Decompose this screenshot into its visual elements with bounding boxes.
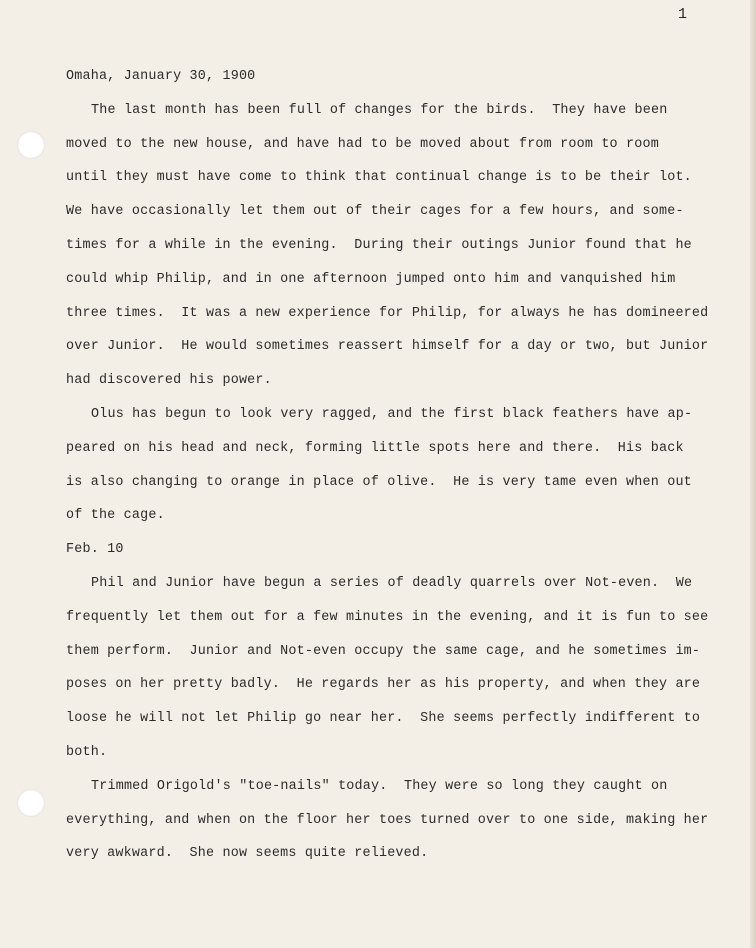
text-line: everything, and when on the floor her toes turned over to one side, making her: [66, 812, 709, 828]
text-line: until they must have come to think that continual change is to be their lot.: [66, 170, 692, 186]
text-line: poses on her pretty badly. He regards her as his property, and when they are: [66, 677, 701, 693]
text-line: of the cage.: [66, 508, 165, 524]
text-line: peared on his head and neck, forming little spots here and there. His back: [66, 440, 684, 456]
text-line: Trimmed Origold's "toe-nails" today. They were so long they caught on: [91, 778, 668, 794]
binder-hole-bottom: [17, 789, 45, 817]
text-line: them perform. Junior and Not-even occupy the same cage, and he sometimes im-: [66, 643, 701, 659]
text-line: We have occasionally let them out of their cages for a few hours, and some-: [66, 204, 684, 220]
text-line: times for a while in the evening. During their outings Junior found that he: [66, 237, 692, 253]
binder-hole-top: [17, 131, 45, 159]
text-line: frequently let them out for a few minutes in the evening, and it is fun to see: [66, 609, 709, 625]
text-line: The last month has been full of changes for the birds. They have been: [91, 102, 668, 118]
text-line: loose he will not let Philip go near her. She seems perfectly indifferent to: [66, 711, 701, 727]
text-line: Olus has begun to look very ragged, and the first black feathers have ap-: [91, 406, 693, 422]
text-line: is also changing to orange in place of olive. He is very tame even when out: [66, 474, 692, 490]
typed-text-body: [66, 60, 731, 871]
text-line: very awkward. She now seems quite relieved.: [66, 846, 429, 862]
text-line: over Junior. He would sometimes reassert himself for a day or two, but Junior: [66, 339, 709, 355]
page-edge: [750, 0, 756, 948]
text-line: had discovered his power.: [66, 373, 272, 389]
text-line: three times. It was a new experience for Philip, for always he has domineered: [66, 305, 709, 321]
page-number: 1: [678, 6, 688, 23]
text-line: could whip Philip, and in one afternoon jumped onto him and vanquished him: [66, 271, 676, 287]
date-heading: Omaha, January 30, 1900: [66, 69, 256, 84]
date-heading: Feb. 10: [66, 542, 124, 558]
text-line: Phil and Junior have begun a series of deadly quarrels over Not-even. We: [91, 575, 693, 591]
text-line: moved to the new house, and have had to be moved about from room to room: [66, 136, 659, 152]
text-line: both.: [66, 744, 108, 760]
